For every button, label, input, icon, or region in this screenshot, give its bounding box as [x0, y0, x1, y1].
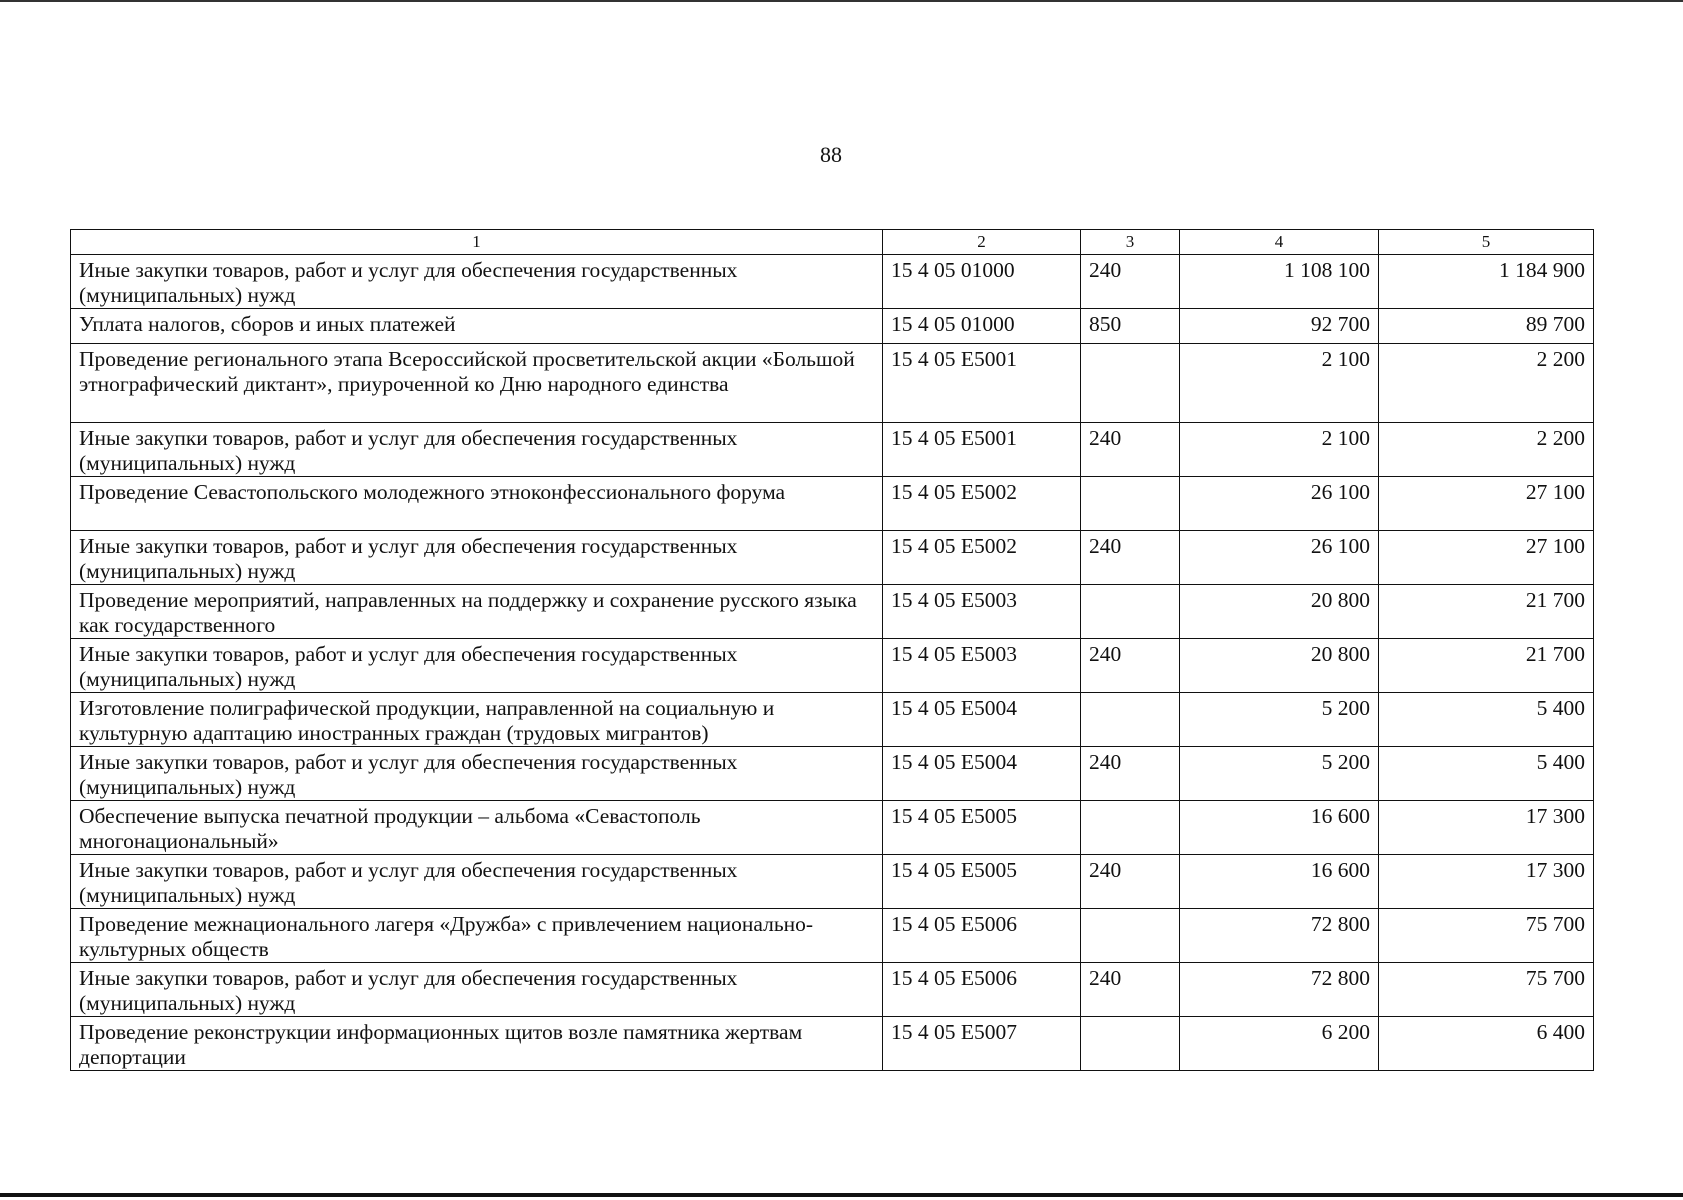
budget-table [70, 229, 1594, 1071]
row-value-col5: 5 400 [1379, 747, 1594, 801]
row-type-cell: 850 [1081, 309, 1180, 344]
row-name-cell: Иные закупки товаров, работ и услуг для обеспечения государственных (муниципальных) нужд [71, 855, 883, 909]
row-value-col5: 27 100 [1379, 531, 1594, 585]
row-name-cell: Иные закупки товаров, работ и услуг для обеспечения государственных (муниципальных) нужд [71, 255, 883, 309]
table-row [71, 585, 1594, 639]
row-value-col4: 72 800 [1180, 963, 1379, 1017]
header-col-1: 1 [71, 230, 883, 255]
row-type-cell [1081, 585, 1180, 639]
row-value-col5: 1 184 900 [1379, 255, 1594, 309]
row-name-cell: Иные закупки товаров, работ и услуг для обеспечения государственных (муниципальных) нужд [71, 423, 883, 477]
row-code-cell: 15 4 05 Е5003 [883, 639, 1081, 693]
row-name-cell: Уплата налогов, сборов и иных платежей [71, 309, 883, 344]
row-value-col4: 5 200 [1180, 747, 1379, 801]
table-row [71, 309, 1594, 344]
row-code-cell: 15 4 05 Е5002 [883, 531, 1081, 585]
row-value-col4: 20 800 [1180, 585, 1379, 639]
row-name-cell: Проведение мероприятий, направленных на поддержку и сохранение русского языка как государственного [71, 585, 883, 639]
header-row [71, 230, 1594, 255]
table-row [71, 693, 1594, 747]
row-type-cell [1081, 477, 1180, 531]
row-value-col5: 89 700 [1379, 309, 1594, 344]
row-value-col5: 21 700 [1379, 639, 1594, 693]
table-row [71, 255, 1594, 309]
row-value-col5: 75 700 [1379, 963, 1594, 1017]
row-name-cell: Проведение межнационального лагеря «Дружба» с привлечением национально-культурных обществ [71, 909, 883, 963]
header-col-2: 2 [883, 230, 1081, 255]
row-name-cell: Иные закупки товаров, работ и услуг для обеспечения государственных (муниципальных) нужд [71, 963, 883, 1017]
row-value-col5: 2 200 [1379, 344, 1594, 423]
row-value-col4: 16 600 [1180, 855, 1379, 909]
row-code-cell: 15 4 05 Е5001 [883, 423, 1081, 477]
row-name-cell: Изготовление полиграфической продукции, направленной на социальную и культурную адаптацию иностранных граждан (трудовых мигрантов) [71, 693, 883, 747]
row-type-cell [1081, 344, 1180, 423]
row-value-col4: 92 700 [1180, 309, 1379, 344]
row-type-cell [1081, 801, 1180, 855]
table-row [71, 1017, 1594, 1071]
row-code-cell: 15 4 05 Е5006 [883, 909, 1081, 963]
row-value-col4: 2 100 [1180, 423, 1379, 477]
row-value-col4: 2 100 [1180, 344, 1379, 423]
row-value-col4: 5 200 [1180, 693, 1379, 747]
header-col-3: 3 [1081, 230, 1180, 255]
table-header [71, 230, 1594, 255]
row-code-cell: 15 4 05 Е5005 [883, 855, 1081, 909]
row-name-cell: Проведение регионального этапа Всероссийской просветительской акции «Большой этнографический диктант», приуроченной ко Дню народного единства [71, 344, 883, 423]
row-code-cell: 15 4 05 01000 [883, 309, 1081, 344]
row-type-cell: 240 [1081, 423, 1180, 477]
row-value-col4: 72 800 [1180, 909, 1379, 963]
header-col-5: 5 [1379, 230, 1594, 255]
row-value-col5: 6 400 [1379, 1017, 1594, 1071]
table-row [71, 909, 1594, 963]
header-col-4: 4 [1180, 230, 1379, 255]
row-value-col4: 1 108 100 [1180, 255, 1379, 309]
table-row [71, 477, 1594, 531]
page-top-edge [0, 0, 1683, 2]
row-code-cell: 15 4 05 Е5004 [883, 693, 1081, 747]
row-value-col5: 2 200 [1379, 423, 1594, 477]
row-code-cell: 15 4 05 Е5004 [883, 747, 1081, 801]
row-type-cell: 240 [1081, 531, 1180, 585]
table-row [71, 531, 1594, 585]
page-bottom-edge [0, 1193, 1683, 1197]
row-name-cell: Обеспечение выпуска печатной продукции – альбома «Севастополь многонациональный» [71, 801, 883, 855]
row-name-cell: Проведение Севастопольского молодежного этноконфессионального форума [71, 477, 883, 531]
row-type-cell: 240 [1081, 255, 1180, 309]
row-value-col5: 27 100 [1379, 477, 1594, 531]
row-name-cell: Иные закупки товаров, работ и услуг для обеспечения государственных (муниципальных) нужд [71, 531, 883, 585]
page-number: 88 [820, 142, 842, 167]
row-code-cell: 15 4 05 01000 [883, 255, 1081, 309]
row-type-cell [1081, 909, 1180, 963]
row-code-cell: 15 4 05 Е5005 [883, 801, 1081, 855]
row-type-cell [1081, 1017, 1180, 1071]
row-value-col5: 17 300 [1379, 801, 1594, 855]
row-name-cell: Проведение реконструкции информационных щитов возле памятника жертвам депортации [71, 1017, 883, 1071]
table-row [71, 747, 1594, 801]
table-row [71, 344, 1594, 423]
table-row [71, 855, 1594, 909]
row-value-col4: 26 100 [1180, 477, 1379, 531]
row-value-col5: 75 700 [1379, 909, 1594, 963]
row-type-cell: 240 [1081, 963, 1180, 1017]
row-value-col5: 21 700 [1379, 585, 1594, 639]
row-value-col4: 20 800 [1180, 639, 1379, 693]
row-value-col4: 16 600 [1180, 801, 1379, 855]
row-type-cell [1081, 693, 1180, 747]
row-code-cell: 15 4 05 Е5003 [883, 585, 1081, 639]
table-row [71, 639, 1594, 693]
row-value-col5: 5 400 [1379, 693, 1594, 747]
row-name-cell: Иные закупки товаров, работ и услуг для обеспечения государственных (муниципальных) нужд [71, 639, 883, 693]
table-row [71, 423, 1594, 477]
row-type-cell: 240 [1081, 639, 1180, 693]
row-type-cell: 240 [1081, 747, 1180, 801]
row-name-cell: Иные закупки товаров, работ и услуг для обеспечения государственных (муниципальных) нужд [71, 747, 883, 801]
row-code-cell: 15 4 05 Е5001 [883, 344, 1081, 423]
row-value-col4: 26 100 [1180, 531, 1379, 585]
table-row [71, 801, 1594, 855]
row-code-cell: 15 4 05 Е5007 [883, 1017, 1081, 1071]
row-value-col4: 6 200 [1180, 1017, 1379, 1071]
row-code-cell: 15 4 05 Е5002 [883, 477, 1081, 531]
row-type-cell: 240 [1081, 855, 1180, 909]
table-body [71, 255, 1594, 1071]
table-row [71, 963, 1594, 1017]
row-code-cell: 15 4 05 Е5006 [883, 963, 1081, 1017]
row-value-col5: 17 300 [1379, 855, 1594, 909]
